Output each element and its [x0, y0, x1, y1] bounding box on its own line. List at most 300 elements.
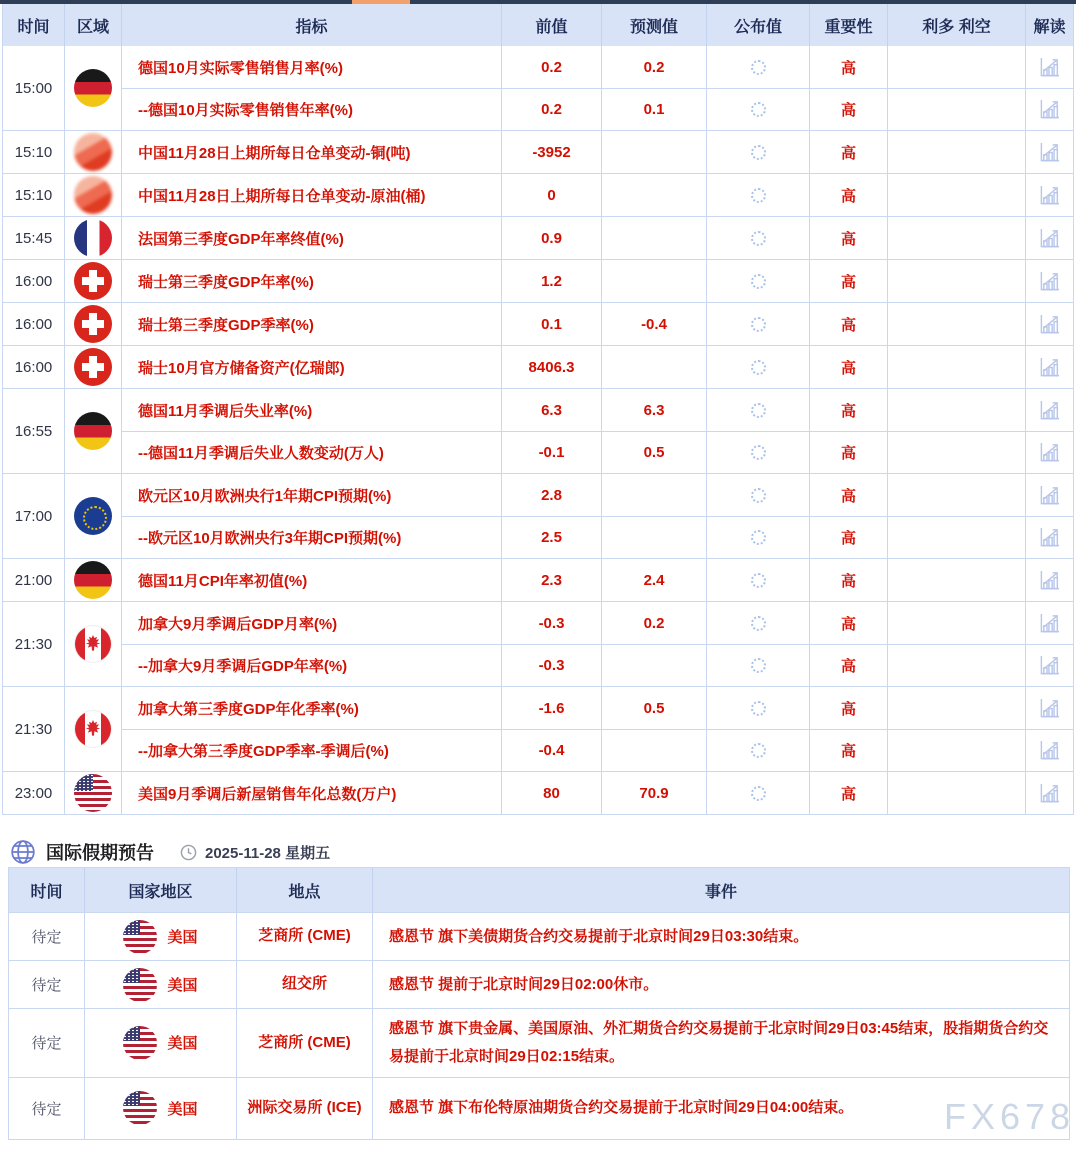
- forecast-value: 2.4: [602, 559, 707, 601]
- forecast-value: [602, 217, 707, 259]
- forecast-value: 70.9: [602, 772, 707, 814]
- us-flag-icon: [123, 1026, 157, 1060]
- interpretation-cell[interactable]: [1026, 389, 1073, 431]
- previous-value: 2.3: [502, 559, 602, 601]
- country-label: 美国: [167, 1100, 198, 1118]
- published-value-cell: [707, 645, 810, 686]
- previous-value: 6.3: [502, 389, 602, 431]
- indicator-label: 德国11月季调后失业率(%): [122, 389, 502, 431]
- holiday-table: [8, 867, 1070, 1140]
- previous-value: -0.1: [502, 432, 602, 473]
- chart-icon[interactable]: [1038, 783, 1061, 804]
- time-cell: 21:30: [3, 602, 65, 686]
- ca-flag-icon: [74, 625, 112, 663]
- previous-value: -0.3: [502, 602, 602, 644]
- interpretation-cell[interactable]: [1026, 260, 1073, 302]
- table-row[interactable]: [122, 346, 1073, 388]
- holiday-time-cell: 待定: [9, 1009, 85, 1077]
- clock-icon: [180, 844, 197, 861]
- holiday-country-cell: [85, 1078, 237, 1139]
- ch-flag-icon: [74, 262, 112, 300]
- indicator-label: --加拿大9月季调后GDP年率(%): [122, 645, 502, 686]
- indicator-rows: [122, 687, 1073, 771]
- maple-leaf-icon: [85, 720, 102, 737]
- bull-bear-cell: [888, 432, 1026, 473]
- table-row[interactable]: [122, 46, 1073, 88]
- interpretation-cell[interactable]: [1026, 131, 1073, 173]
- forecast-value: [602, 131, 707, 173]
- us-flag-icon: [123, 1091, 157, 1125]
- top-progress-bar: [0, 0, 1076, 4]
- calendar-group: [3, 474, 1073, 559]
- bull-bear-cell: [888, 474, 1026, 516]
- holiday-date: 2025-11-28 星期五: [205, 844, 331, 862]
- table-row[interactable]: [122, 687, 1073, 729]
- published-value-cell: [707, 517, 810, 558]
- chart-icon[interactable]: [1038, 655, 1061, 676]
- forecast-value: 0.5: [602, 432, 707, 473]
- bull-bear-cell: [888, 174, 1026, 216]
- holiday-row[interactable]: [9, 960, 1069, 1008]
- calendar-header-row: [3, 4, 1073, 46]
- bull-bear-cell: [888, 730, 1026, 771]
- holiday-location-cell: 芝商所 (CME): [237, 913, 373, 960]
- published-value-cell: [707, 474, 810, 516]
- header-indicator: 指标: [122, 4, 502, 46]
- region-flag-cell: [65, 46, 122, 130]
- indicator-label: 德国11月CPI年率初值(%): [122, 559, 502, 601]
- importance-badge: 高: [810, 346, 888, 388]
- table-row[interactable]: [122, 559, 1073, 601]
- loading-spinner-icon: [751, 743, 766, 758]
- region-flag-cell: [65, 174, 122, 216]
- indicator-label: 瑞士第三季度GDP年率(%): [122, 260, 502, 302]
- time-cell: 21:00: [3, 559, 65, 601]
- region-flag-cell: [65, 474, 122, 558]
- time-cell: 17:00: [3, 474, 65, 558]
- loading-spinner-icon: [751, 60, 766, 75]
- ca-flag-icon: [74, 710, 112, 748]
- holiday-location-cell: 芝商所 (CME): [237, 1009, 373, 1077]
- ch-flag-icon: [74, 348, 112, 386]
- header-importance: 重要性: [810, 4, 888, 46]
- interpretation-cell[interactable]: [1026, 174, 1073, 216]
- fr-flag-icon: [74, 219, 112, 257]
- country-label: 美国: [167, 1035, 198, 1053]
- previous-value: 0: [502, 174, 602, 216]
- header-bull-bear: 利多 利空: [888, 4, 1026, 46]
- indicator-label: 中国11月28日上期所每日仓单变动-铜(吨): [122, 131, 502, 173]
- bull-bear-cell: [888, 131, 1026, 173]
- region-flag-cell: [65, 303, 122, 345]
- fx678-watermark: FX678: [944, 1096, 1076, 1137]
- chart-icon[interactable]: [1038, 228, 1061, 249]
- importance-badge: 高: [810, 432, 888, 473]
- chart-icon[interactable]: [1038, 740, 1061, 761]
- interpretation-cell[interactable]: [1026, 559, 1073, 601]
- interpretation-cell[interactable]: [1026, 772, 1073, 814]
- indicator-rows: [122, 389, 1073, 473]
- table-row[interactable]: [122, 131, 1073, 173]
- importance-badge: 高: [810, 730, 888, 771]
- top-progress-accent: [352, 0, 410, 4]
- published-value-cell: [707, 131, 810, 173]
- region-flag-cell: [65, 559, 122, 601]
- holiday-time-cell: 待定: [9, 961, 85, 1008]
- table-row[interactable]: [122, 772, 1073, 814]
- interpretation-cell[interactable]: [1026, 346, 1073, 388]
- indicator-label: --德国11月季调后失业人数变动(万人): [122, 432, 502, 473]
- cn-flag-icon: [74, 176, 112, 214]
- indicator-rows: [122, 346, 1073, 388]
- holiday-header-event: 事件: [704, 883, 737, 901]
- region-flag-cell: [65, 687, 122, 771]
- holiday-event-cell: 感恩节 旗下美债期货合约交易提前于北京时间29日03:30结束。: [389, 927, 809, 945]
- interpretation-cell[interactable]: [1026, 217, 1073, 259]
- de-flag-icon: [74, 412, 112, 450]
- holiday-header-location: 地点: [237, 868, 373, 912]
- published-value-cell: [707, 46, 810, 88]
- table-row[interactable]: [122, 174, 1073, 216]
- us-flag-icon: [123, 968, 157, 1002]
- indicator-label: 加拿大9月季调后GDP月率(%): [122, 602, 502, 644]
- forecast-value: [602, 645, 707, 686]
- time-cell: 15:00: [3, 46, 65, 130]
- chart-icon[interactable]: [1038, 698, 1061, 719]
- region-flag-cell: [65, 389, 122, 473]
- published-value-cell: [707, 730, 810, 771]
- calendar-group: [3, 602, 1073, 687]
- holiday-location-cell: 纽交所: [237, 961, 373, 1008]
- chart-icon[interactable]: [1038, 271, 1061, 292]
- calendar-group: [3, 559, 1073, 602]
- holiday-header-time: 时间: [9, 868, 85, 912]
- forecast-value: 0.5: [602, 687, 707, 729]
- importance-badge: 高: [810, 174, 888, 216]
- bull-bear-cell: [888, 346, 1026, 388]
- chart-icon[interactable]: [1038, 185, 1061, 206]
- calendar-group: [3, 131, 1073, 174]
- published-value-cell: [707, 559, 810, 601]
- previous-value: 0.2: [502, 89, 602, 130]
- interpretation-cell[interactable]: [1026, 432, 1073, 473]
- importance-badge: 高: [810, 303, 888, 345]
- table-row[interactable]: [122, 303, 1073, 345]
- interpretation-cell[interactable]: [1026, 645, 1073, 686]
- holiday-event-cell: 感恩节 旗下贵金属、美国原油、外汇期货合约交易提前于北京时间29日03:45结束，股指期货合约交易提前于北京时间29日02:15结束。: [389, 1020, 1049, 1065]
- forecast-value: [602, 474, 707, 516]
- table-row[interactable]: [122, 474, 1073, 516]
- region-flag-cell: [65, 260, 122, 302]
- region-flag-cell: [65, 131, 122, 173]
- holiday-section-header: [0, 815, 1076, 867]
- chart-icon[interactable]: [1038, 357, 1061, 378]
- holiday-country-cell: [85, 961, 237, 1008]
- indicator-label: 欧元区10月欧洲央行1年期CPI预期(%): [122, 474, 502, 516]
- chart-icon[interactable]: [1038, 314, 1061, 335]
- importance-badge: 高: [810, 517, 888, 558]
- indicator-rows: [122, 217, 1073, 259]
- indicator-rows: [122, 46, 1073, 130]
- country-label: 美国: [167, 977, 198, 994]
- importance-badge: 高: [810, 559, 888, 601]
- calendar-group: [3, 46, 1073, 131]
- calendar-body: [3, 46, 1073, 814]
- interpretation-cell[interactable]: [1026, 730, 1073, 771]
- loading-spinner-icon: [751, 658, 766, 673]
- indicator-rows: [122, 131, 1073, 173]
- loading-spinner-icon: [751, 360, 766, 375]
- forecast-value: [602, 174, 707, 216]
- region-flag-cell: [65, 217, 122, 259]
- bull-bear-cell: [888, 89, 1026, 130]
- header-time: 时间: [3, 4, 65, 46]
- bull-bear-cell: [888, 217, 1026, 259]
- published-value-cell: [707, 217, 810, 259]
- table-row[interactable]: [122, 389, 1073, 431]
- forecast-value: -0.4: [602, 303, 707, 345]
- interpretation-cell[interactable]: [1026, 517, 1073, 558]
- loading-spinner-icon: [751, 403, 766, 418]
- indicator-rows: [122, 303, 1073, 345]
- calendar-group: [3, 303, 1073, 346]
- holiday-country-cell: [85, 1009, 237, 1077]
- time-cell: 21:30: [3, 687, 65, 771]
- loading-spinner-icon: [751, 102, 766, 117]
- header-published: 公布值: [707, 4, 810, 46]
- calendar-group: [3, 217, 1073, 260]
- importance-badge: 高: [810, 772, 888, 814]
- importance-badge: 高: [810, 474, 888, 516]
- previous-value: 8406.3: [502, 346, 602, 388]
- chart-icon[interactable]: [1038, 142, 1061, 163]
- published-value-cell: [707, 303, 810, 345]
- interpretation-cell[interactable]: [1026, 602, 1073, 644]
- chart-icon[interactable]: [1038, 485, 1061, 506]
- time-cell: 16:00: [3, 260, 65, 302]
- interpretation-cell[interactable]: [1026, 46, 1073, 88]
- table-row[interactable]: [122, 602, 1073, 644]
- chart-icon[interactable]: [1038, 570, 1061, 591]
- time-cell: 15:10: [3, 174, 65, 216]
- interpretation-cell[interactable]: [1026, 474, 1073, 516]
- chart-icon[interactable]: [1038, 400, 1061, 421]
- calendar-group: [3, 346, 1073, 389]
- previous-value: 0.2: [502, 46, 602, 88]
- calendar-group: [3, 389, 1073, 474]
- indicator-label: --欧元区10月欧洲央行3年期CPI预期(%): [122, 517, 502, 558]
- indicator-rows: [122, 772, 1073, 814]
- holiday-header-row: [9, 868, 1069, 912]
- indicator-label: 加拿大第三季度GDP年化季率(%): [122, 687, 502, 729]
- forecast-value: 6.3: [602, 389, 707, 431]
- calendar-group: [3, 687, 1073, 772]
- holiday-country-cell: [85, 913, 237, 960]
- importance-badge: 高: [810, 687, 888, 729]
- previous-value: -3952: [502, 131, 602, 173]
- bull-bear-cell: [888, 517, 1026, 558]
- loading-spinner-icon: [751, 786, 766, 801]
- indicator-rows: [122, 602, 1073, 686]
- indicator-rows: [122, 260, 1073, 302]
- region-flag-cell: [65, 346, 122, 388]
- holiday-location-cell: 洲际交易所 (ICE): [237, 1078, 373, 1139]
- previous-value: 1.2: [502, 260, 602, 302]
- bull-bear-cell: [888, 303, 1026, 345]
- previous-value: 80: [502, 772, 602, 814]
- bull-bear-cell: [888, 772, 1026, 814]
- table-row[interactable]: [122, 260, 1073, 302]
- importance-badge: 高: [810, 89, 888, 130]
- previous-value: 0.1: [502, 303, 602, 345]
- previous-value: 0.9: [502, 217, 602, 259]
- indicator-rows: [122, 559, 1073, 601]
- bull-bear-cell: [888, 389, 1026, 431]
- time-cell: 15:45: [3, 217, 65, 259]
- forecast-value: [602, 517, 707, 558]
- table-row[interactable]: [122, 217, 1073, 259]
- ch-flag-icon: [74, 305, 112, 343]
- us-flag-icon: [74, 774, 112, 812]
- previous-value: -0.4: [502, 730, 602, 771]
- holiday-event-cell: 感恩节 提前于北京时间29日02:00休市。: [389, 975, 659, 993]
- table-row[interactable]: [122, 516, 1073, 558]
- loading-spinner-icon: [751, 188, 766, 203]
- region-flag-cell: [65, 772, 122, 814]
- loading-spinner-icon: [751, 274, 766, 289]
- previous-value: -0.3: [502, 645, 602, 686]
- bull-bear-cell: [888, 46, 1026, 88]
- interpretation-cell[interactable]: [1026, 303, 1073, 345]
- indicator-label: 瑞士10月官方储备资产(亿瑞郎): [122, 346, 502, 388]
- chart-icon[interactable]: [1038, 57, 1061, 78]
- importance-badge: 高: [810, 46, 888, 88]
- chart-icon[interactable]: [1038, 442, 1061, 463]
- loading-spinner-icon: [751, 317, 766, 332]
- indicator-label: 法国第三季度GDP年率终值(%): [122, 217, 502, 259]
- holiday-time-cell: 待定: [9, 913, 85, 960]
- header-previous: 前值: [502, 4, 602, 46]
- de-flag-icon: [74, 69, 112, 107]
- forecast-value: 0.2: [602, 602, 707, 644]
- chart-icon[interactable]: [1038, 613, 1061, 634]
- bull-bear-cell: [888, 260, 1026, 302]
- published-value-cell: [707, 89, 810, 130]
- loading-spinner-icon: [751, 445, 766, 460]
- holiday-section-title: 国际假期预告: [46, 843, 154, 863]
- forecast-value: [602, 260, 707, 302]
- table-row[interactable]: [122, 88, 1073, 130]
- holiday-row[interactable]: [9, 912, 1069, 960]
- indicator-rows: [122, 174, 1073, 216]
- loading-spinner-icon: [751, 701, 766, 716]
- loading-spinner-icon: [751, 145, 766, 160]
- holiday-event-cell: 感恩节 旗下布伦特原油期货合约交易提前于北京时间29日04:00结束。: [389, 1099, 854, 1117]
- indicator-rows: [122, 474, 1073, 558]
- header-interpretation: 解读: [1033, 18, 1066, 36]
- table-row[interactable]: [122, 644, 1073, 686]
- indicator-label: 瑞士第三季度GDP季率(%): [122, 303, 502, 345]
- table-row[interactable]: [122, 729, 1073, 771]
- forecast-value: 0.1: [602, 89, 707, 130]
- holiday-header-country: 国家地区: [85, 868, 237, 912]
- forecast-value: 0.2: [602, 46, 707, 88]
- bull-bear-cell: [888, 602, 1026, 644]
- country-label: 美国: [167, 929, 198, 946]
- maple-leaf-icon: [85, 635, 102, 652]
- table-row[interactable]: [122, 431, 1073, 473]
- importance-badge: 高: [810, 389, 888, 431]
- loading-spinner-icon: [751, 231, 766, 246]
- time-cell: 15:10: [3, 131, 65, 173]
- loading-spinner-icon: [751, 488, 766, 503]
- holiday-time-cell: 待定: [9, 1078, 85, 1139]
- bull-bear-cell: [888, 687, 1026, 729]
- forecast-value: [602, 730, 707, 771]
- calendar-group: [3, 772, 1073, 814]
- holiday-row[interactable]: [9, 1077, 1069, 1139]
- forecast-value: [602, 346, 707, 388]
- published-value-cell: [707, 260, 810, 302]
- loading-spinner-icon: [751, 616, 766, 631]
- time-cell: 23:00: [3, 772, 65, 814]
- indicator-label: --德国10月实际零售销售年率(%): [122, 89, 502, 130]
- published-value-cell: [707, 174, 810, 216]
- published-value-cell: [707, 772, 810, 814]
- time-cell: 16:00: [3, 346, 65, 388]
- published-value-cell: [707, 602, 810, 644]
- interpretation-cell[interactable]: [1026, 687, 1073, 729]
- loading-spinner-icon: [751, 573, 766, 588]
- previous-value: 2.5: [502, 517, 602, 558]
- indicator-label: 中国11月28日上期所每日仓单变动-原油(桶): [122, 174, 502, 216]
- published-value-cell: [707, 346, 810, 388]
- importance-badge: 高: [810, 217, 888, 259]
- globe-icon: [10, 839, 36, 865]
- interpretation-cell[interactable]: [1026, 89, 1073, 130]
- indicator-label: 德国10月实际零售销售月率(%): [122, 46, 502, 88]
- header-forecast: 预测值: [602, 4, 707, 46]
- holiday-body: [9, 912, 1069, 1139]
- previous-value: -1.6: [502, 687, 602, 729]
- published-value-cell: [707, 389, 810, 431]
- importance-badge: 高: [810, 602, 888, 644]
- calendar-group: [3, 174, 1073, 217]
- time-cell: 16:00: [3, 303, 65, 345]
- previous-value: 2.8: [502, 474, 602, 516]
- de-flag-icon: [74, 561, 112, 599]
- header-region: 区域: [65, 4, 122, 46]
- chart-icon[interactable]: [1038, 527, 1061, 548]
- region-flag-cell: [65, 602, 122, 686]
- cn-flag-icon: [74, 133, 112, 171]
- bull-bear-cell: [888, 559, 1026, 601]
- indicator-label: 美国9月季调后新屋销售年化总数(万户): [122, 772, 502, 814]
- holiday-row[interactable]: [9, 1008, 1069, 1077]
- calendar-group: [3, 260, 1073, 303]
- published-value-cell: [707, 687, 810, 729]
- bull-bear-cell: [888, 645, 1026, 686]
- us-flag-icon: [123, 920, 157, 954]
- eu-flag-icon: [74, 497, 112, 535]
- time-cell: 16:55: [3, 389, 65, 473]
- indicator-label: --加拿大第三季度GDP季率-季调后(%): [122, 730, 502, 771]
- published-value-cell: [707, 432, 810, 473]
- loading-spinner-icon: [751, 530, 766, 545]
- economic-calendar-table: [2, 4, 1074, 815]
- chart-icon[interactable]: [1038, 99, 1061, 120]
- importance-badge: 高: [810, 260, 888, 302]
